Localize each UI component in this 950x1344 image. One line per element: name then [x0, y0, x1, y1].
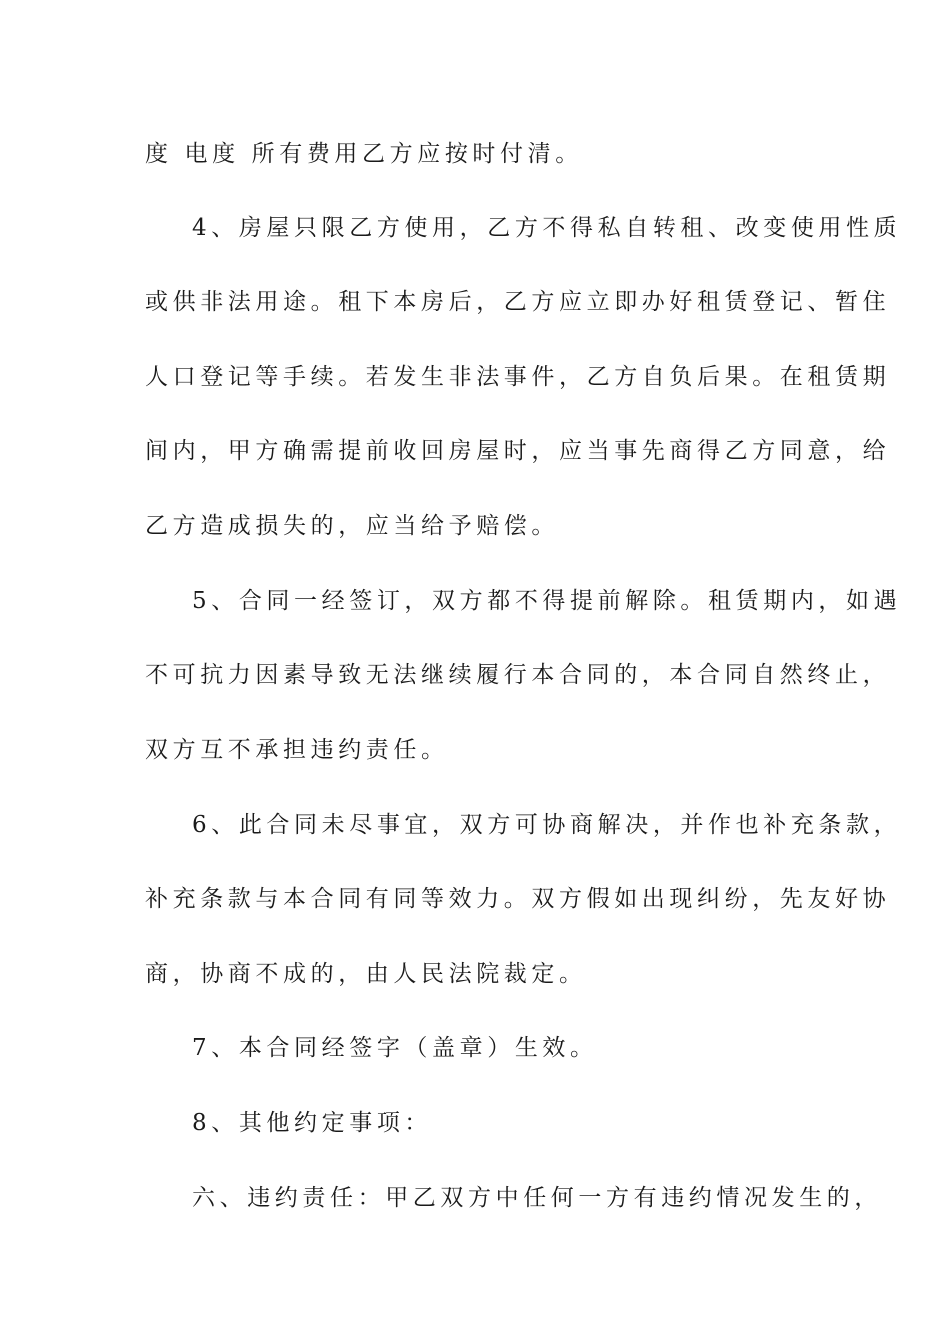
- text-line: 人口登记等手续。若发生非法事件，乙方自负后果。在租赁期: [145, 364, 891, 390]
- section-6-heading-line: 六、违约责任：甲乙双方中任何一方有违约情况发生的，: [192, 1185, 882, 1211]
- text-line: 或供非法用途。租下本房后，乙方应立即办好租赁登记、暂住: [145, 289, 891, 315]
- clause-4-line: 4、房屋只限乙方使用，乙方不得私自转租、改变使用性质: [192, 215, 902, 241]
- text-line: 间内，甲方确需提前收回房屋时，应当事先商得乙方同意，给: [145, 438, 891, 464]
- text-line: 不可抗力因素导致无法继续履行本合同的，本合同自然终止，: [145, 662, 891, 688]
- text-line: 度 电度 所有费用乙方应按时付清。: [145, 141, 583, 167]
- clause-7-line: 7、本合同经签字（盖章）生效。: [192, 1035, 598, 1061]
- clause-8-line: 8、其他约定事项：: [192, 1110, 433, 1136]
- clause-6-line: 6、此合同未尽事宜，双方可协商解决，并作也补充条款，: [192, 812, 902, 838]
- text-line: 乙方造成损失的，应当给予赔偿。: [145, 513, 559, 539]
- text-line: 补充条款与本合同有同等效力。双方假如出现纠纷，先友好协: [145, 886, 891, 912]
- text-line: 双方互不承担违约责任。: [145, 737, 449, 763]
- text-line: 商，协商不成的，由人民法院裁定。: [145, 961, 587, 987]
- clause-5-line: 5、合同一经签订，双方都不得提前解除。租赁期内，如遇: [192, 588, 902, 614]
